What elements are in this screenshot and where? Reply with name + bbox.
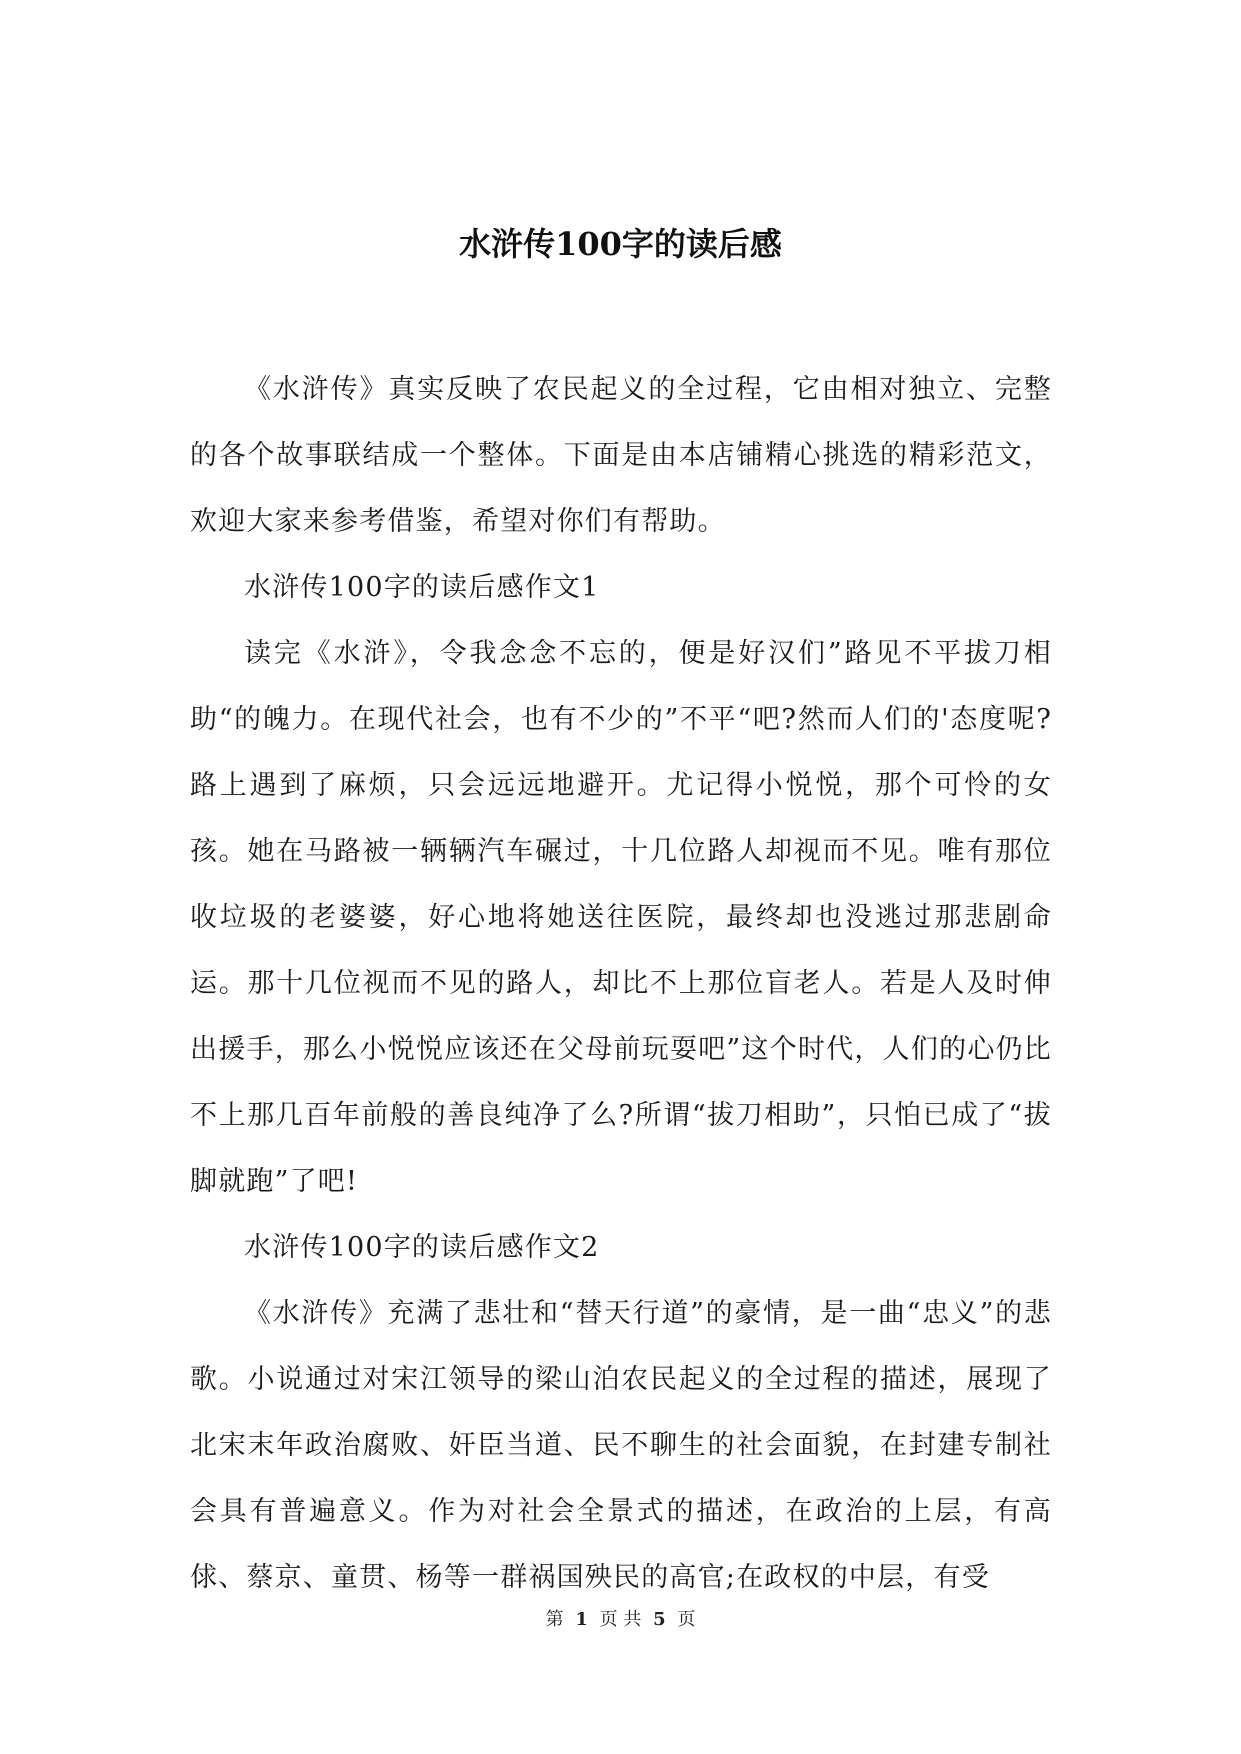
document-body <box>190 357 1052 1611</box>
essay-paragraph-1: 读完《水浒》，令我念念不忘的，便是好汉们”路见不平拔刀相助“的魄力。在现代社会，也有不少的”不平“吧?然而人们的'态度呢?路上遇到了麻烦，只会远远地避开。尤记得小悦悦，那个可怜的女孩。她在马路被一辆辆汽车碾过，十几位路人却视而不见。唯有那位收垃圾的老婆婆，好心地将她送往医院，最终却也没逃过那悲剧命运。那十几位视而不见的路人，却比不上那位盲老人。若是人及时伸出援手，那么小悦悦应该还在父母前玩耍吧”这个时代，人们的心仍比不上那几百年前般的善良纯净了么?所谓“拔刀相助”，只怕已成了“拔脚就跑”了吧! <box>190 638 1052 1197</box>
footer-prefix: 第 <box>545 1609 564 1630</box>
total-pages-number: 5 <box>653 1609 666 1630</box>
essay-heading-2: 水浒传100字的读后感作文2 <box>244 1232 600 1263</box>
intro-paragraph: 《水浒传》真实反映了农民起义的全过程，它由相对独立、完整的各个故事联结成一个整体。下面是由本店铺精心挑选的精彩范文，欢迎大家来参考借鉴，希望对你们有帮助。 <box>190 374 1052 537</box>
document-title: 水浒传100字的读后感 <box>459 225 782 263</box>
footer-middle: 页 共 <box>599 1609 642 1630</box>
page-footer <box>0 1608 1241 1632</box>
essay-heading-1: 水浒传100字的读后感作文1 <box>244 572 600 603</box>
essay-paragraph-2: 《水浒传》充满了悲壮和“替天行道”的豪情，是一曲“忠义”的悲歌。小说通过对宋江领导的梁山泊农民起义的全过程的描述，展现了北宋末年政治腐败、奸臣当道、民不聊生的社会面貌，在封建专制社会具有普遍意义。作为对社会全景式的描述，在政治的上层，有高俅、蔡京、童贯、杨等一群祸国殃民的高官;在政权的中层，有受 <box>190 1298 1052 1593</box>
footer-suffix: 页 <box>677 1609 696 1630</box>
current-page-number: 1 <box>575 1609 588 1630</box>
